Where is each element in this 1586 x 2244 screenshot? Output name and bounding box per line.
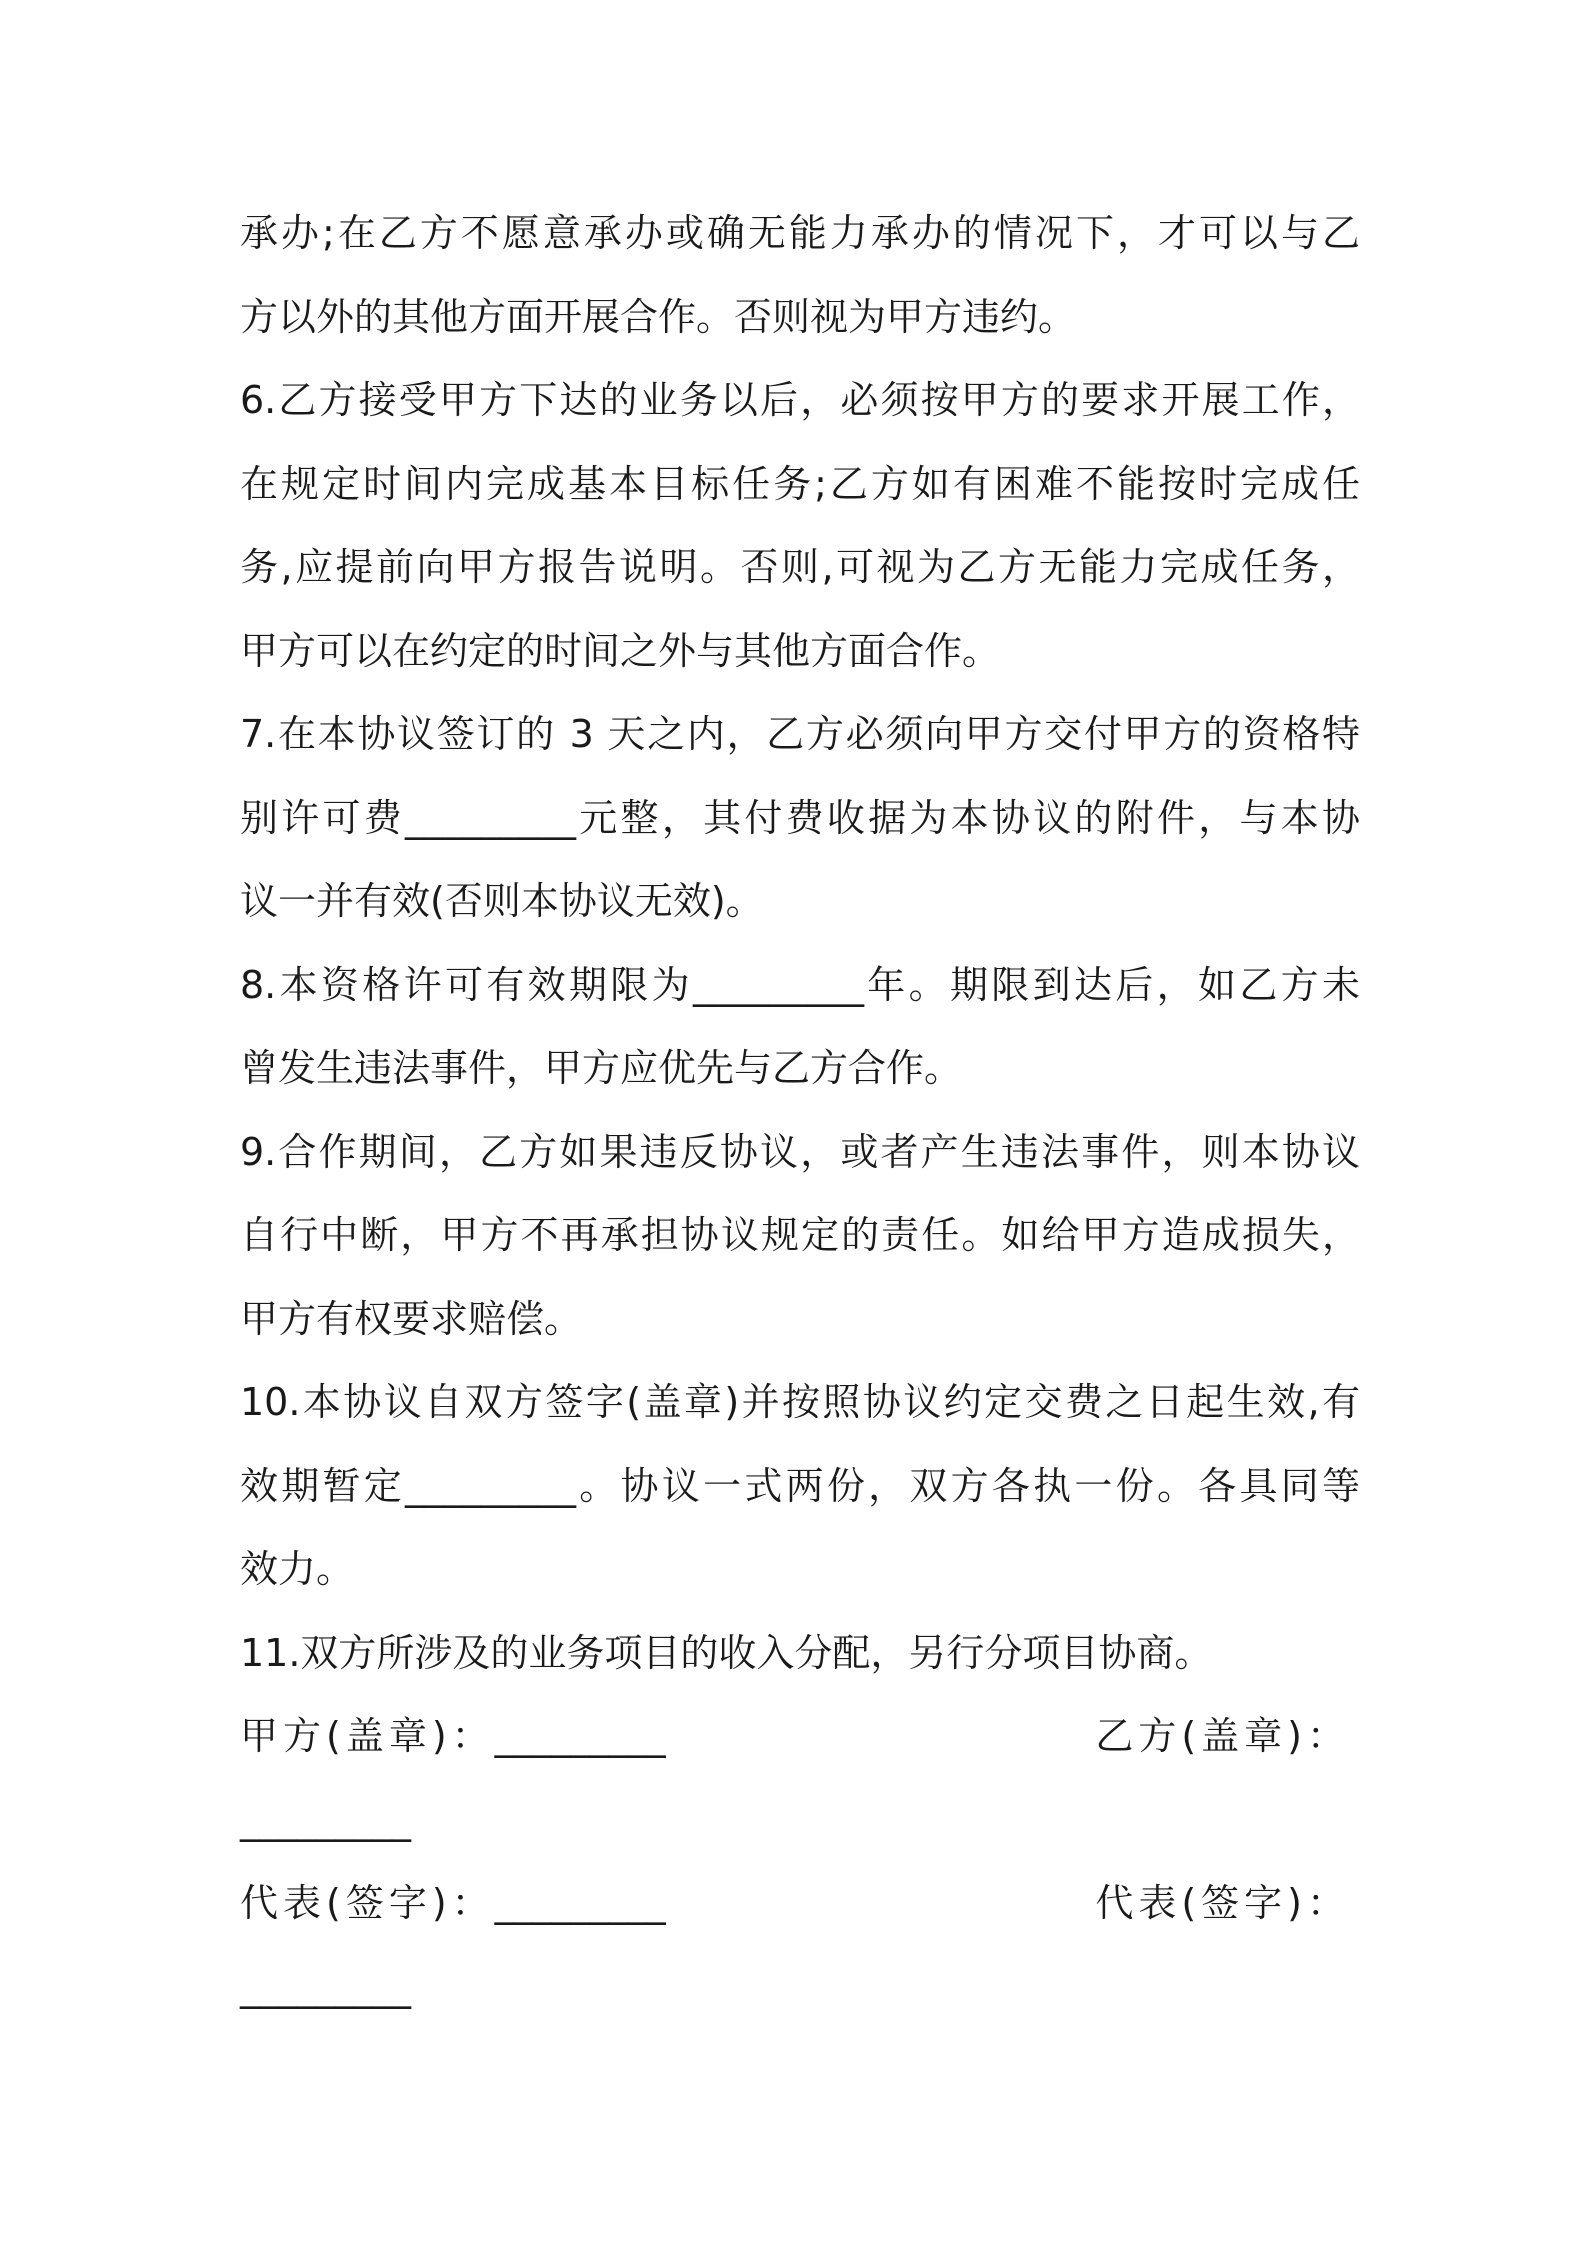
rep-a-signature <box>240 1862 666 1946</box>
clause-8-line: 8.本资格许可有效期限为_________年。期限到达后，如乙方未 <box>240 962 1360 1007</box>
party-b-seal-label: 乙方(盖章)： <box>1095 1714 1350 1758</box>
text-line: 别许可费_________元整，其付费收据为本协议的附件，与本协 <box>240 795 1360 840</box>
party-b-seal-blank: _________ <box>240 1797 411 1842</box>
text-line: 曾发生违法事件，甲方应优先与乙方合作。 <box>240 1046 963 1090</box>
text-line: 在规定时间内完成基本目标任务;乙方如有困难不能按时完成任 <box>240 461 1360 506</box>
rep-b-signature-label: 代表(签字)： <box>1095 1881 1350 1925</box>
text-line: 务,应提前向甲方报告说明。否则,可视为乙方无能力完成任务， <box>240 545 1360 589</box>
party-a-seal-label: 甲方(盖章)： <box>240 1714 495 1758</box>
document-page <box>240 192 1360 2029</box>
party-a-seal <box>240 1695 666 1779</box>
rep-a-signature-label: 代表(签字)： <box>240 1881 495 1925</box>
text-line: 甲方可以在约定的时间之外与其他方面合作。 <box>240 628 1001 673</box>
clause-10-line: 10.本协议自双方签字(盖章)并按照协议约定交费之日起生效,有 <box>240 1380 1360 1424</box>
party-seal-row <box>240 1695 1360 1779</box>
clause-9-line: 9.合作期间，乙方如果违反协议，或者产生违法事件，则本协议 <box>240 1129 1360 1174</box>
text-line: 议一并有效(否则本协议无效)。 <box>240 879 764 923</box>
text-line: 自行中断，甲方不再承担协议规定的责任。如给甲方造成损失， <box>240 1213 1360 1257</box>
rep-a-signature-blank: _________ <box>494 1881 666 1925</box>
party-a-seal-blank: _________ <box>494 1714 666 1758</box>
text-line: 效期暂定_________。协议一式两份，双方各执一份。各具同等 <box>240 1463 1360 1508</box>
text-line: 方以外的其他方面开展合作。否则视为甲方违约。 <box>240 294 1077 339</box>
clause-7-line: 7.在本协议签订的 3 天之内，乙方必须向甲方交付甲方的资格特 <box>240 712 1360 756</box>
text-line: 甲方有权要求赔偿。 <box>240 1296 583 1341</box>
clause-6-line: 6.乙方接受甲方下达的业务以后，必须按甲方的要求开展工作， <box>240 378 1360 422</box>
rep-b-signature-blank: _________ <box>240 1964 411 2009</box>
text-line: 效力。 <box>240 1547 355 1591</box>
text-line: 承办;在乙方不愿意承办或确无能力承办的情况下，才可以与乙 <box>240 211 1360 255</box>
clause-11-line: 11.双方所涉及的业务项目的收入分配，另行分项目协商。 <box>240 1630 1213 1675</box>
representative-row <box>240 1862 1360 1946</box>
